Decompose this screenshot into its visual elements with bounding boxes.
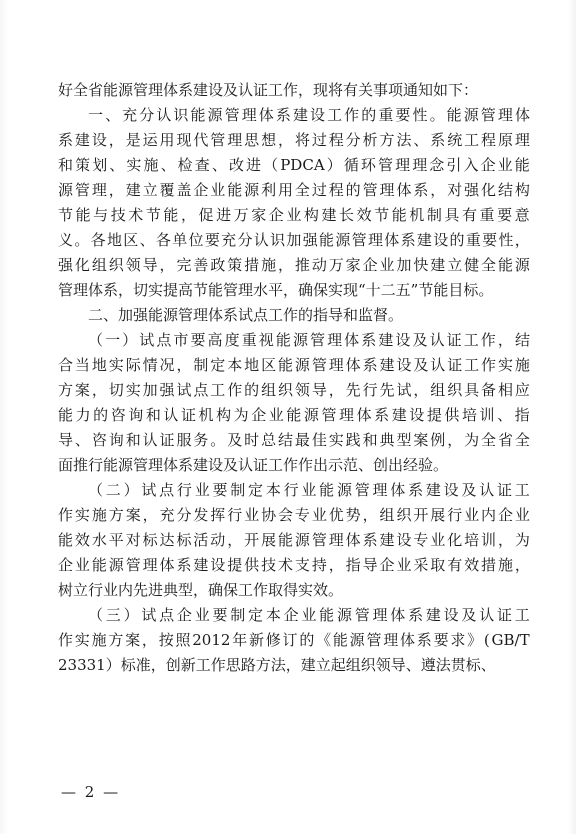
text-line: 和 策 划 、 实 施 、 检 查 、 改 进 （ PDCA ） 循 环 管 理 理 念 引 入 企 业 能 — [58, 156, 530, 174]
text-line: 合 当 地 实 际 情 况 ， 制 定 本 地 区 能 源 管 理 体 系 建 设 及 认 证 工 作 实 施 — [58, 356, 530, 374]
text-line: 一 、 充 分 认 识 能 源 管 理 体 系 建 设 工 作 的 重 要 性 。 能 源 管 理 体 — [88, 106, 530, 124]
text-line: 系 建 设 ， 是 运 用 现 代 管 理 思 想 ， 将 过 程 分 析 方 法 、 系 统 工 程 原 理 — [58, 131, 530, 149]
text-line: 管理体系，切实提高节能管理水平，确保实现“十二五”节能目标。 — [58, 281, 494, 299]
text-line: （ 一 ） 试 点 市 要 高 度 重 视 能 源 管 理 体 系 建 设 及 认 证 工 作 ， 结 — [88, 331, 530, 349]
text-line: 能 力 的 咨 询 和 认 证 机 构 为 企 业 能 源 管 理 体 系 建 设 提 供 培 训 、 指 — [58, 406, 530, 424]
text-line: 导 、 咨 询 和 认 证 服 务 。 及 时 总 结 最 佳 实 践 和 典 型 案 例 ， 为 全 省 全 — [58, 431, 530, 449]
document-body — [58, 78, 530, 678]
text-line: 作 实 施 方 案 ， 按 照 2012 年 新 修 订 的 《 能 源 管 理 体 系 要 求 》 ( GB/T — [58, 631, 530, 649]
text-line: 节 能 与 技 术 节 能 ， 促 进 万 家 企 业 构 建 长 效 节 能 机 制 具 有 重 要 意 — [58, 206, 530, 224]
text-line: 源 管 理 ， 建 立 覆 盖 企 业 能 源 利 用 全 过 程 的 管 理 体 系 ， 对 强 化 结 构 — [58, 181, 530, 199]
text-line: 23331）标准，创新工作思路方法，建立起组织领导、遵法贯标、 — [58, 656, 496, 674]
text-line: 能 效 水 平 对 标 达 标 活 动 ， 开 展 能 源 管 理 体 系 建 设 专 业 化 培 训 ， 为 — [58, 531, 530, 549]
text-line: 方 案 ， 切 实 加 强 试 点 工 作 的 组 织 领 导 ， 先 行 先 试 ， 组 织 具 备 相 应 — [58, 381, 530, 399]
text-line: 树立行业内先进典型，确保工作取得实效。 — [58, 581, 344, 599]
text-line: 义 。 各 地 区 、 各 单 位 要 充 分 认 识 加 强 能 源 管 理 体 系 建 设 的 重 要 性 ， — [58, 231, 530, 249]
page-number: — 2 — — [61, 783, 121, 801]
text-line: 企 业 能 源 管 理 体 系 建 设 提 供 技 术 支 持 ， 指 导 企 业 采 取 有 效 措 施 ， — [58, 556, 530, 574]
text-line: 面推行能源管理体系建设及认证工作作出示范、创出经验。 — [58, 456, 449, 474]
text-line: 好全省能源管理体系建设及认证工作，现将有关事项通知如下： — [58, 81, 479, 99]
text-line: （ 二 ） 试 点 行 业 要 制 定 本 行 业 能 源 管 理 体 系 建 设 及 认 证 工 — [88, 481, 530, 499]
text-line: 强 化 组 织 领 导 ， 完 善 政 策 措 施 ， 推 动 万 家 企 业 加 快 建 立 健 全 能 源 — [58, 256, 530, 274]
text-line: （ 三 ） 试 点 企 业 要 制 定 本 企 业 能 源 管 理 体 系 建 设 及 认 证 工 — [88, 606, 530, 624]
text-line: 作 实 施 方 案 ， 充 分 发 挥 行 业 协 会 专 业 优 势 ， 组 织 开 展 行 业 内 企 业 — [58, 506, 530, 524]
text-line: 二、加强能源管理体系试点工作的指导和监督。 — [88, 306, 404, 324]
